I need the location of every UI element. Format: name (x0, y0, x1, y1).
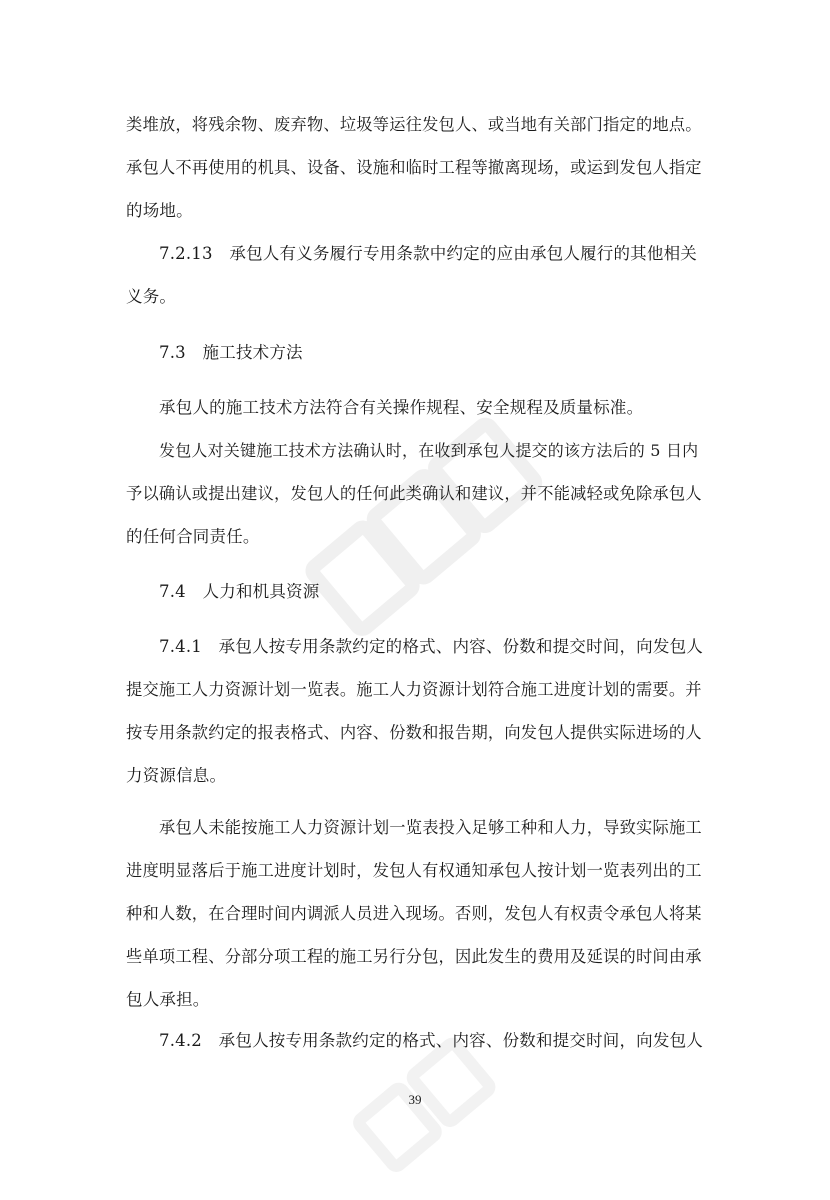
section-heading-7-3: 7.3 施工技术方法 (159, 343, 303, 362)
page-number: 39 (408, 1092, 422, 1107)
paragraph-line: 进度明显落后于施工进度计划时，发包人有权通知承包人按计划一览表列出的工 (126, 861, 702, 880)
paragraph-line: 类堆放，将残余物、废弃物、垃圾等运往发包人、或当地有关部门指定的地点。 (126, 115, 702, 134)
paragraph-line: 发包人对关键施工技术方法确认时，在收到承包人提交的该方法后的 5 日内 (159, 441, 699, 460)
section-heading-7-4: 7.4 人力和机具资源 (159, 582, 320, 601)
paragraph-line: 种和人数，在合理时间内调派人员进入现场。否则，发包人有权责令承包人将某 (126, 904, 702, 923)
paragraph-line: 承包人的施工技术方法符合有关操作规程、安全规程及质量标准。 (159, 398, 644, 417)
paragraph-line: 义务。 (126, 287, 177, 306)
paragraph-line: 承包人未能按施工人力资源计划一览表投入足够工种和人力，导致实际施工 (159, 818, 702, 837)
paragraph-line: 的场地。 (126, 201, 193, 220)
paragraph-line: 按专用条款约定的报表格式、内容、份数和报告期，向发包人提供实际进场的人 (126, 723, 702, 742)
paragraph-line: 承包人不再使用的机具、设备、设施和临时工程等撤离现场，或运到发包人指定 (126, 158, 702, 177)
paragraph-line: 提交施工人力资源计划一览表。施工人力资源计划符合施工进度计划的需要。并 (126, 680, 702, 699)
paragraph-line: 些单项工程、分部分项工程的施工另行分包，因此发生的费用及延误的时间由承 (126, 947, 702, 966)
paragraph-line: 力资源信息。 (126, 766, 227, 785)
section-7-4-2-line: 7.4.2 承包人按专用条款约定的格式、内容、份数和提交时间，向发包人 (159, 1031, 703, 1050)
watermark-logo (270, 380, 570, 680)
section-7-2-13-line: 7.2.13 承包人有义务履行专用条款中约定的应由承包人履行的其他相关 (159, 244, 697, 263)
paragraph-line: 予以确认或提出建议，发包人的任何此类确认和建议，并不能减轻或免除承包人 (126, 484, 702, 503)
paragraph-line: 包人承担。 (126, 990, 210, 1009)
section-7-4-1-line: 7.4.1 承包人按专用条款约定的格式、内容、份数和提交时间，向发包人 (159, 637, 703, 656)
paragraph-line: 的任何合同责任。 (126, 527, 260, 546)
